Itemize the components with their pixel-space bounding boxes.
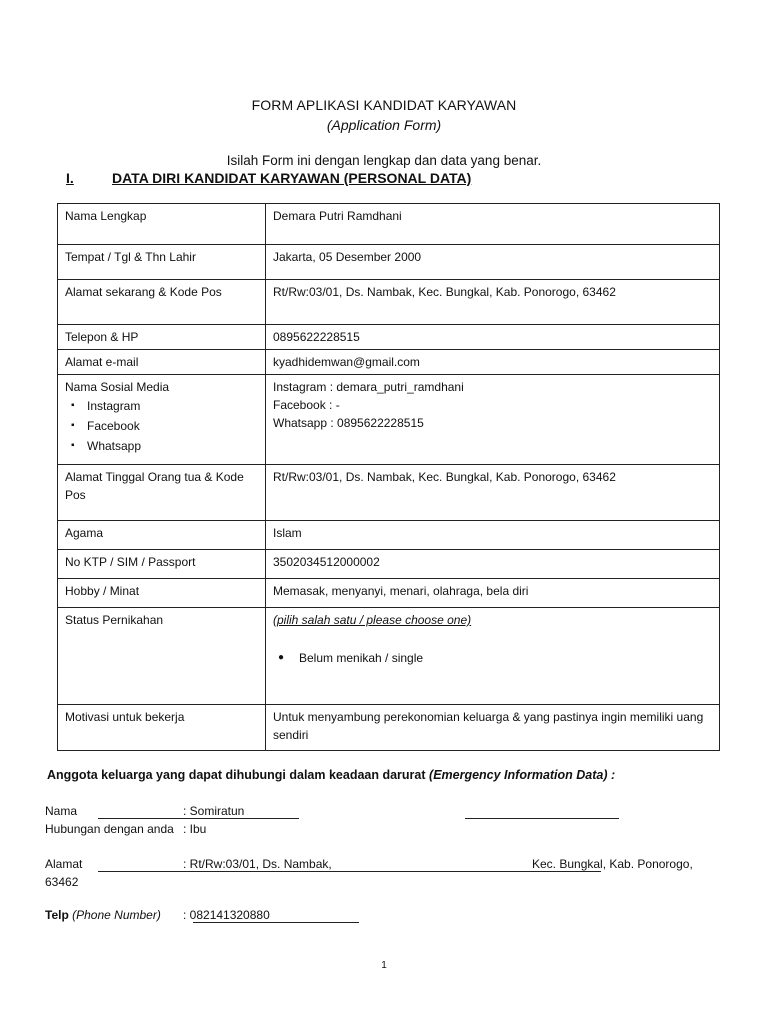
row-value: 3502034512000002 bbox=[266, 550, 720, 579]
emergency-alamat-value: : Rt/Rw:03/01, Ds. Nambak, bbox=[183, 857, 332, 871]
emergency-hubungan-value: : Ibu bbox=[183, 822, 207, 836]
section-title: DATA DIRI KANDIDAT KARYAWAN (PERSONAL DATA) bbox=[112, 170, 472, 186]
section-heading bbox=[66, 170, 471, 186]
form-instruction: Isilah Form ini dengan lengkap dan data yang benar. bbox=[226, 153, 542, 168]
telp-label-en: (Phone Number) bbox=[72, 908, 161, 922]
row-label: Alamat sekarang & Kode Pos bbox=[58, 280, 266, 325]
row-value: Demara Putri Ramdhani bbox=[266, 204, 720, 245]
row-label: Hobby / Minat bbox=[58, 579, 266, 608]
row-label: Motivasi untuk bekerja bbox=[58, 705, 266, 751]
table-row bbox=[58, 245, 720, 280]
emergency-hubungan-label: Hubungan dengan anda bbox=[45, 822, 174, 836]
row-value: Rt/Rw:03/01, Ds. Nambak, Kec. Bungkal, Kab. Ponorogo, 63462 bbox=[266, 280, 720, 325]
table-row bbox=[58, 375, 720, 465]
emergency-alamat-value-3: 63462 bbox=[45, 875, 79, 889]
list-item: ▪ Instagram bbox=[65, 396, 258, 416]
status-selected: ● Belum menikah / single bbox=[273, 649, 712, 667]
personal-data-table bbox=[57, 203, 720, 751]
row-label: Nama Lengkap bbox=[58, 204, 266, 245]
status-instruction: (pilih salah satu / please choose one) bbox=[273, 613, 472, 627]
table-row bbox=[58, 204, 720, 245]
row-value: 0895622228515 bbox=[266, 325, 720, 350]
row-label: Alamat e-mail bbox=[58, 350, 266, 375]
emergency-heading-text: Anggota keluarga yang dapat dihubungi dalam keadaan darurat bbox=[47, 768, 426, 782]
row-label: Telepon & HP bbox=[58, 325, 266, 350]
section-number: I. bbox=[66, 170, 74, 186]
row-label: Status Pernikahan bbox=[58, 608, 266, 705]
list-item: ▪ Whatsapp bbox=[65, 436, 258, 456]
row-label: Agama bbox=[58, 521, 266, 550]
form-title: FORM APLIKASI KANDIDAT KARYAWAN bbox=[251, 97, 517, 113]
row-value bbox=[266, 608, 720, 705]
emergency-telp-value: : 082141320880 bbox=[183, 908, 270, 922]
sosmed-whatsapp: Whatsapp : 0895622228515 bbox=[273, 416, 424, 430]
row-value: Jakarta, 05 Desember 2000 bbox=[266, 245, 720, 280]
nama-underline bbox=[98, 818, 299, 819]
sosmed-instagram: Instagram : demara_putri_ramdhani bbox=[273, 380, 464, 394]
table-row bbox=[58, 579, 720, 608]
table-row bbox=[58, 280, 720, 325]
row-value bbox=[266, 375, 720, 465]
emergency-heading-en: (Emergency Information Data) : bbox=[429, 768, 616, 782]
table-row bbox=[58, 705, 720, 751]
sosmed-label: Nama Sosial Media bbox=[65, 380, 170, 394]
emergency-nama-label: Nama bbox=[45, 804, 78, 818]
alamat-underline bbox=[98, 871, 601, 872]
row-value: Rt/Rw:03/01, Ds. Nambak, Kec. Bungkal, Kab. Ponorogo, 63462 bbox=[266, 465, 720, 521]
sosmed-facebook: Facebook : - bbox=[273, 398, 340, 412]
emergency-nama-value: : Somiratun bbox=[183, 804, 245, 818]
table-row bbox=[58, 608, 720, 705]
emergency-heading bbox=[47, 768, 615, 782]
row-label: No KTP / SIM / Passport bbox=[58, 550, 266, 579]
table-row bbox=[58, 465, 720, 521]
row-label bbox=[58, 375, 266, 465]
page-number: 1 bbox=[381, 960, 387, 971]
form-subtitle: (Application Form) bbox=[326, 117, 442, 133]
table-row bbox=[58, 325, 720, 350]
table-row bbox=[58, 350, 720, 375]
row-value: Untuk menyambung perekonomian keluarga & yang pastinya ingin memiliki uang sendiri bbox=[266, 705, 720, 751]
sosmed-list bbox=[65, 396, 258, 456]
row-label: Alamat Tinggal Orang tua & Kode Pos bbox=[58, 465, 266, 521]
blank-underline bbox=[465, 818, 619, 819]
emergency-telp-label bbox=[45, 908, 161, 922]
table-row bbox=[58, 521, 720, 550]
row-value: kyadhidemwan@gmail.com bbox=[266, 350, 720, 375]
list-item: ▪ Facebook bbox=[65, 416, 258, 436]
row-label: Tempat / Tgl & Thn Lahir bbox=[58, 245, 266, 280]
emergency-alamat-value-2: Kec. Bungkal, Kab. Ponorogo, bbox=[532, 857, 693, 871]
telp-label: Telp bbox=[45, 908, 69, 922]
row-value: Memasak, menyanyi, menari, olahraga, bela diri bbox=[266, 579, 720, 608]
row-value: Islam bbox=[266, 521, 720, 550]
table-row bbox=[58, 550, 720, 579]
telp-underline bbox=[193, 922, 359, 923]
emergency-alamat-label: Alamat bbox=[45, 857, 83, 871]
